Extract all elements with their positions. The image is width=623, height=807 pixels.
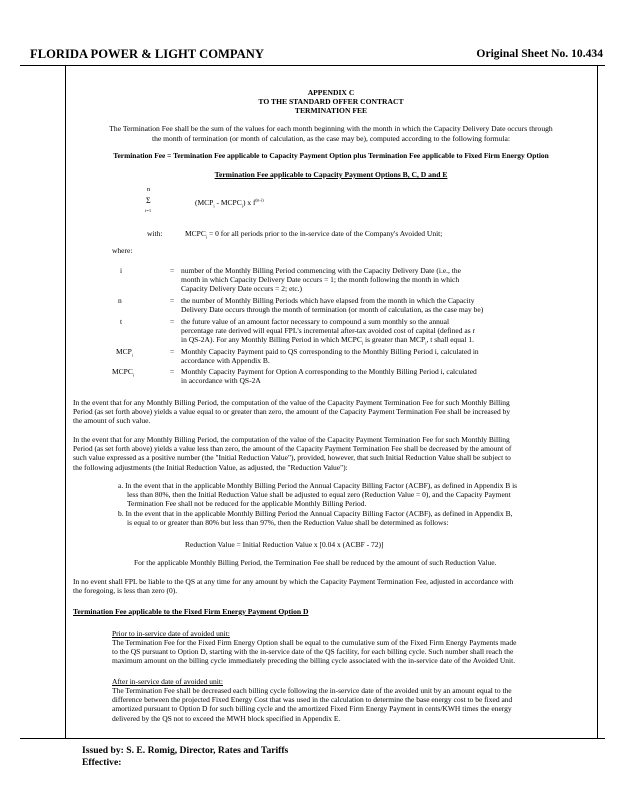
paragraph-increase: In the event that for any Monthly Billing Period, the computation of the value of the Capacity Payment Termination Fee for such Monthly Billing Period (as set forth above) yields a value equal to or greater than zero, the amount of the Capacity Payment Termination Fee shall be increased by the amount of such value.: [73, 398, 511, 426]
def-equals: =: [170, 367, 175, 376]
def-text-i: number of the Monthly Billing Period commencing with the Capacity Delivery Date (i.e., the month in which Capacity Delivery Date occurs = 1; the month following the month in which Capacity Delivery Date occurs = 2; etc.): [181, 266, 461, 294]
after-heading: After in-service date of avoided unit:: [112, 677, 223, 686]
def-equals: =: [170, 296, 175, 305]
sigma-symbol: Σ: [146, 196, 151, 205]
sum-upper-limit: n: [147, 186, 151, 193]
left-rule: [65, 65, 66, 738]
issued-by: Issued by: S. E. Romig, Director, Rates and Tariffs: [82, 745, 289, 756]
reduction-after-text: For the applicable Monthly Billing Period, the Termination Fee shall be reduced by the amount of such Reduction Value.: [134, 558, 497, 567]
section-heading-bcde: Termination Fee applicable to Capacity Payment Options B, C, D and E: [214, 170, 448, 179]
def-text-mcp: Monthly Capacity Payment paid to QS corresponding to the Monthly Billing Period i, calculated in accordance with Appendix B.: [181, 347, 479, 366]
sum-expression: ($MCP_i$ - $MCPC_i$) x $f^{(n-i)}$: [195, 197, 264, 209]
formula-headline: Termination Fee = Termination Fee applicable to Capacity Payment Option plus Termination Fee applicable to Fixed Firm Energy Option: [113, 151, 549, 160]
section-heading-option-d: Termination Fee applicable to the Fixed Firm Energy Payment Option D: [73, 607, 309, 616]
def-equals: =: [170, 266, 175, 275]
adjustment-item-a: a. In the event that in the applicable Monthly Billing Period the Annual Capacity Billing Factor (ACBF), as defined in Appendix B is less than 80%, then the Initial Reduction Value shall be adjusted to equal zero (Reduction Value = 0), and the Capacity Payment Termination Fee shall not be reduced for the applicable Monthly Billing Period.: [118, 481, 518, 509]
def-symbol-n: n: [118, 296, 122, 305]
def-text-t: the future value of an amount factor necessary to compound a sum monthly so the annual percentage rate derived will equal FPL's incremental after-tax avoided cost of capital (defined as r in QS-2A). For any Monthly Billing Period in which $MCPC_i$ is greater than $MCP_i$, t shall equal 1.: [181, 317, 475, 346]
company-name: FLORIDA POWER & LIGHT COMPANY: [30, 47, 264, 61]
sheet-number: Original Sheet No. 10.434: [476, 47, 603, 60]
with-label: with:: [147, 229, 163, 238]
top-rule: [20, 65, 605, 66]
def-text-mcpc: Monthly Capacity Payment for Option A corresponding to the Monthly Billing Period i, calculated in accordance with QS-2A: [181, 367, 477, 386]
bottom-rule: [20, 738, 605, 739]
effective-label: Effective:: [82, 757, 122, 768]
def-symbol-t: t: [120, 317, 123, 326]
after-text: The Termination Fee shall be decreased each billing cycle following the in-service date of the avoided unit by an amount equal to the difference between the projected Fixed Energy Cost that was used in the calculation to determine the base energy cost to be fixed and amortized pursuant to Option D for such billing cycle and the amortized Fixed Firm Energy Payment in cents/KWH times the energy delivered by the QS not to exceed the MWH block specified in Appendix E.: [112, 686, 513, 723]
def-text-n: the number of Monthly Billing Periods which have elapsed from the month in which the Capacity Delivery Date occurs through the month of termination (or month of calculation, as the case may be): [181, 296, 484, 315]
def-equals: =: [170, 347, 175, 356]
reduction-formula: Reduction Value = Initial Reduction Value x [0.04 x (ACBF - 72)]: [185, 540, 384, 549]
paragraph-no-liability: In no event shall FPL be liable to the QS at any time for any amount by which the Capacity Payment Termination Fee, adjusted in accordance with the foregoing, is less than zero (0).: [73, 577, 514, 596]
right-rule: [597, 65, 598, 738]
adjustment-item-b: b. In the event that in the applicable Monthly Billing Period the Annual Capacity Billing Factor (ACBF), as defined in Appendix B, is equal to or greater than 80% but less than 97%, then the Reduction Value shall be determined as follows:: [118, 509, 513, 528]
sum-lower-limit: i=1: [145, 208, 152, 213]
title-line-2: TO THE STANDARD OFFER CONTRACT: [258, 97, 404, 106]
intro-line-2: the month of termination (or month of calculation, as the case may be), computed according to the following formula:: [151, 134, 511, 143]
where-label: where:: [112, 246, 133, 255]
with-condition: $MCPC_i = 0$ for all periods prior to the in-service date of the Company's Avoided Unit;: [185, 229, 443, 240]
intro-line-1: The Termination Fee shall be the sum of the values for each month beginning with the month in which the Capacity Delivery Date occurs through: [109, 124, 553, 133]
title-line-1: APPENDIX C: [307, 88, 355, 97]
def-symbol-i: i: [120, 266, 123, 275]
title-line-3: TERMINATION FEE: [294, 106, 368, 115]
def-symbol-mcp: $MCP_i$: [116, 347, 134, 358]
def-equals: =: [170, 317, 175, 326]
paragraph-decrease: In the event that for any Monthly Billing Period, the computation of the value of the Capacity Payment Termination Fee for such Monthly Billing Period (as set forth above) yields a value less than zero, the amount of the Capacity Payment Termination Fee shall be decreased by the amount of such value expressed as a positive number (the "Initial Reduction Value"), provided, however, that such Initial Reduction Value shall be subject to the following adjustments (the Initial Reduction Value, as adjusted, the "Reduction Value"):: [73, 435, 512, 472]
def-symbol-mcpc: $MCPC_i$: [112, 367, 135, 378]
prior-heading: Prior to in-service date of avoided unit:: [112, 629, 230, 638]
prior-text: The Termination Fee for the Fixed Firm Energy Option shall be equal to the cumulative sum of the Fixed Firm Energy Payments made to the QS pursuant to Option D, starting with the in-service date of the QS facility, for each billing cycle. Such number shall reach the maximum amount on the billing cycle immediately preceding the billing cycle associated with the in-service date of the Avoided Unit.: [112, 638, 517, 666]
